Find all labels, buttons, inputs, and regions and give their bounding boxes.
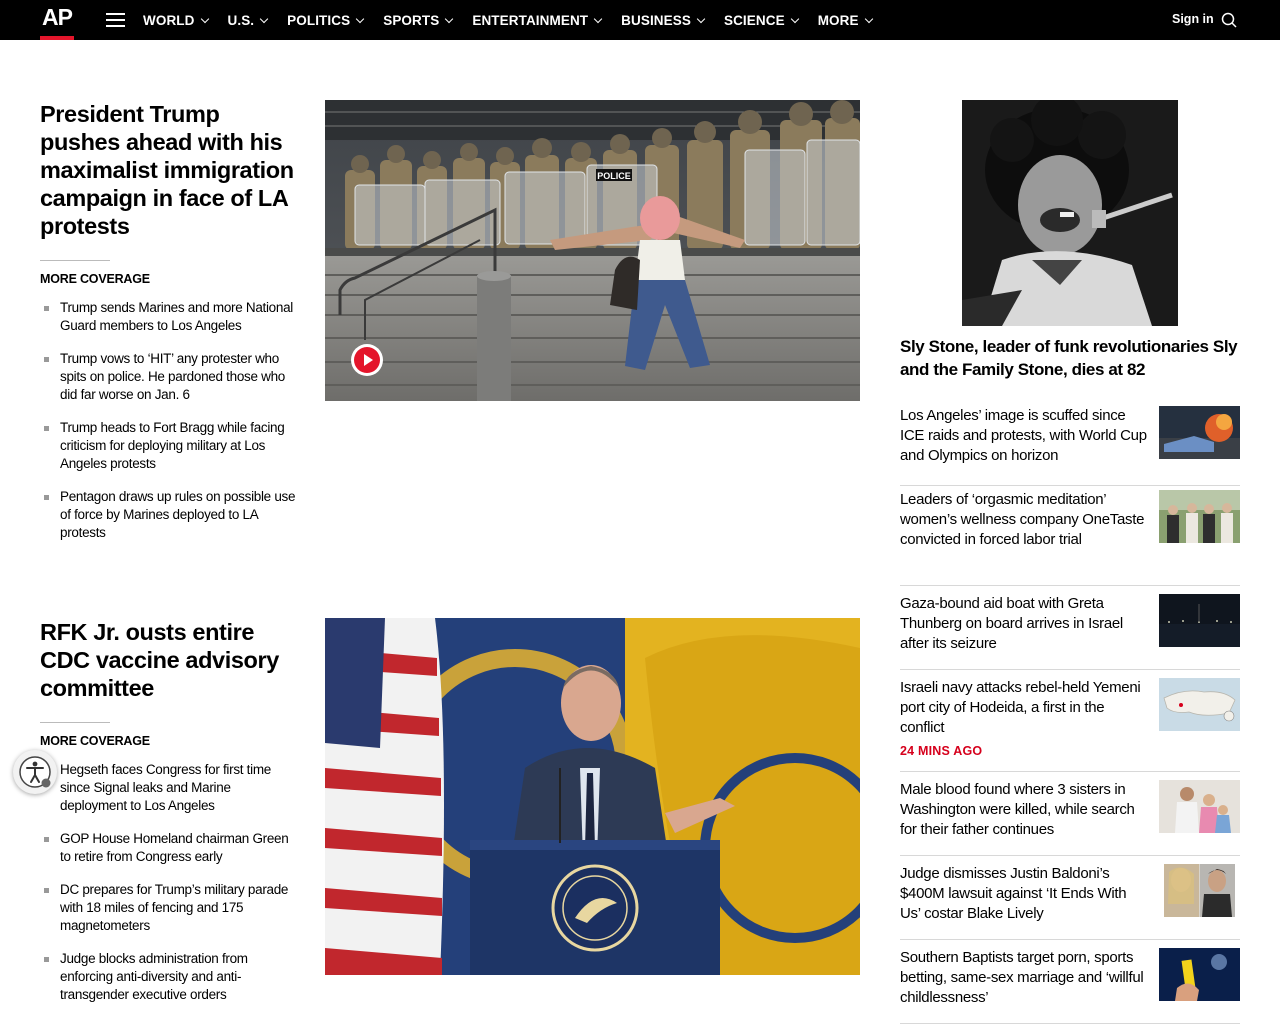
section-nav (143, 0, 892, 40)
nav-world[interactable]: WORLD (143, 13, 208, 28)
chevron-down-icon (356, 14, 364, 22)
related-link[interactable]: Trump vows to ‘HIT’ any protester who spits on police. He pardoned those who did far worse on Jan. 6 (44, 350, 299, 404)
divider (900, 855, 1240, 856)
sidebar-story-thumbnail[interactable] (1159, 490, 1240, 543)
nav-science[interactable]: SCIENCE (724, 13, 798, 28)
sidebar-story-headline[interactable]: Leaders of ‘orgasmic meditation’ women’s wellness company OneTaste convicted in forced labor trial (900, 491, 1145, 548)
sidebar-story-headline[interactable]: Male blood found where 3 sisters in Washington were killed, while search for their father continues (900, 781, 1135, 838)
divider (900, 939, 1240, 940)
chevron-down-icon (790, 14, 798, 22)
accessibility-button[interactable] (13, 750, 57, 794)
rfk-photo (325, 618, 860, 975)
divider (40, 260, 110, 261)
sidebar-story-headline[interactable]: Southern Baptists target porn, sports betting, same-sex marriage and ‘willful childlessness’ (900, 949, 1144, 1006)
sidebar-story-headline[interactable]: Gaza-bound aid boat with Greta Thunberg on board arrives in Israel after its seizure (900, 595, 1123, 652)
sidebar-story-thumbnail[interactable] (1159, 780, 1240, 833)
divider (900, 669, 1240, 670)
sidebar-story-thumbnail[interactable] (1164, 864, 1235, 917)
related-list (44, 299, 299, 542)
story2-headline[interactable]: RFK Jr. ousts entire CDC vaccine advisory committee (40, 619, 279, 701)
divider (900, 771, 1240, 772)
more-coverage-label: MORE COVERAGE (40, 734, 150, 748)
nav-sports[interactable]: SPORTS (383, 13, 452, 28)
sidebar-story-thumbnail[interactable] (1159, 594, 1240, 647)
related-link[interactable]: Judge blocks administration from enforcing anti-diversity and anti-transgender executive orders (44, 950, 299, 1004)
play-icon (364, 354, 373, 366)
divider (900, 585, 1240, 586)
related-link[interactable]: Pentagon draws up rules on possible use of force by Marines deployed to LA protests (44, 488, 299, 542)
related-link[interactable]: GOP House Homeland chairman Green to retire from Congress early (44, 830, 299, 866)
hamburger-icon[interactable] (106, 13, 125, 27)
chevron-down-icon (697, 14, 705, 22)
ap-logo[interactable]: AP (40, 0, 74, 40)
lead-image-protest[interactable] (325, 100, 860, 401)
top-navigation-bar (0, 0, 1280, 40)
nav-us[interactable]: U.S. (228, 13, 268, 28)
nav-business[interactable]: BUSINESS (621, 13, 704, 28)
chevron-down-icon (864, 14, 872, 22)
chevron-down-icon (260, 14, 268, 22)
sidebar-story-headline[interactable]: Los Angeles’ image is scuffed since ICE raids and protests, with World Cup and Olympics on horizon (900, 407, 1147, 464)
chevron-down-icon (445, 14, 453, 22)
related-link[interactable]: Trump sends Marines and more National Guard members to Los Angeles (44, 299, 299, 335)
divider (40, 722, 110, 723)
related-list (44, 761, 299, 1004)
search-icon[interactable] (1221, 12, 1237, 28)
accessibility-icon (18, 755, 52, 789)
nav-politics[interactable]: POLITICS (287, 13, 363, 28)
story1-headline[interactable]: President Trump pushes ahead with his maximalist immigration campaign in face of LA protests (40, 101, 294, 239)
chevron-down-icon (594, 14, 602, 22)
sidebar-story-headline[interactable]: Israeli navy attacks rebel-held Yemeni port city of Hodeida, a first in the conflict (900, 679, 1141, 736)
timestamp: 24 MINS AGO (900, 744, 983, 758)
sidebar-story-thumbnail[interactable] (1159, 948, 1240, 1001)
nav-more[interactable]: MORE (818, 13, 872, 28)
related-link[interactable]: DC prepares for Trump’s military parade with 18 miles of fencing and 175 magnetometers (44, 881, 299, 935)
more-coverage-label: MORE COVERAGE (40, 272, 150, 286)
sidebar-story-headline[interactable]: Judge dismisses Justin Baldoni’s $400M lawsuit against ‘It Ends With Us’ costar Blake Lively (900, 865, 1127, 922)
lead-image-rfk[interactable] (325, 618, 860, 975)
sign-in-link[interactable]: Sign in (1172, 12, 1214, 26)
sidebar-main-headline[interactable]: Sly Stone, leader of funk revolutionaries Sly and the Family Stone, dies at 82 (900, 337, 1238, 379)
related-link[interactable]: Hegseth faces Congress for first time since Signal leaks and Marine deployment to Los Angeles (44, 761, 299, 815)
related-link[interactable]: Trump heads to Fort Bragg while facing criticism for deploying military at Los Angeles protests (44, 419, 299, 473)
nav-entertainment[interactable]: ENTERTAINMENT (472, 13, 601, 28)
sidebar-main-image[interactable] (962, 100, 1178, 326)
protest-photo (325, 100, 860, 401)
sly-stone-photo (962, 100, 1178, 326)
divider (900, 485, 1240, 486)
sidebar-story-thumbnail[interactable] (1159, 406, 1240, 459)
police-shield-label: POLICE (597, 171, 631, 181)
video-play-button[interactable] (351, 344, 383, 376)
sidebar-story-thumbnail[interactable] (1159, 678, 1240, 731)
chevron-down-icon (200, 14, 208, 22)
